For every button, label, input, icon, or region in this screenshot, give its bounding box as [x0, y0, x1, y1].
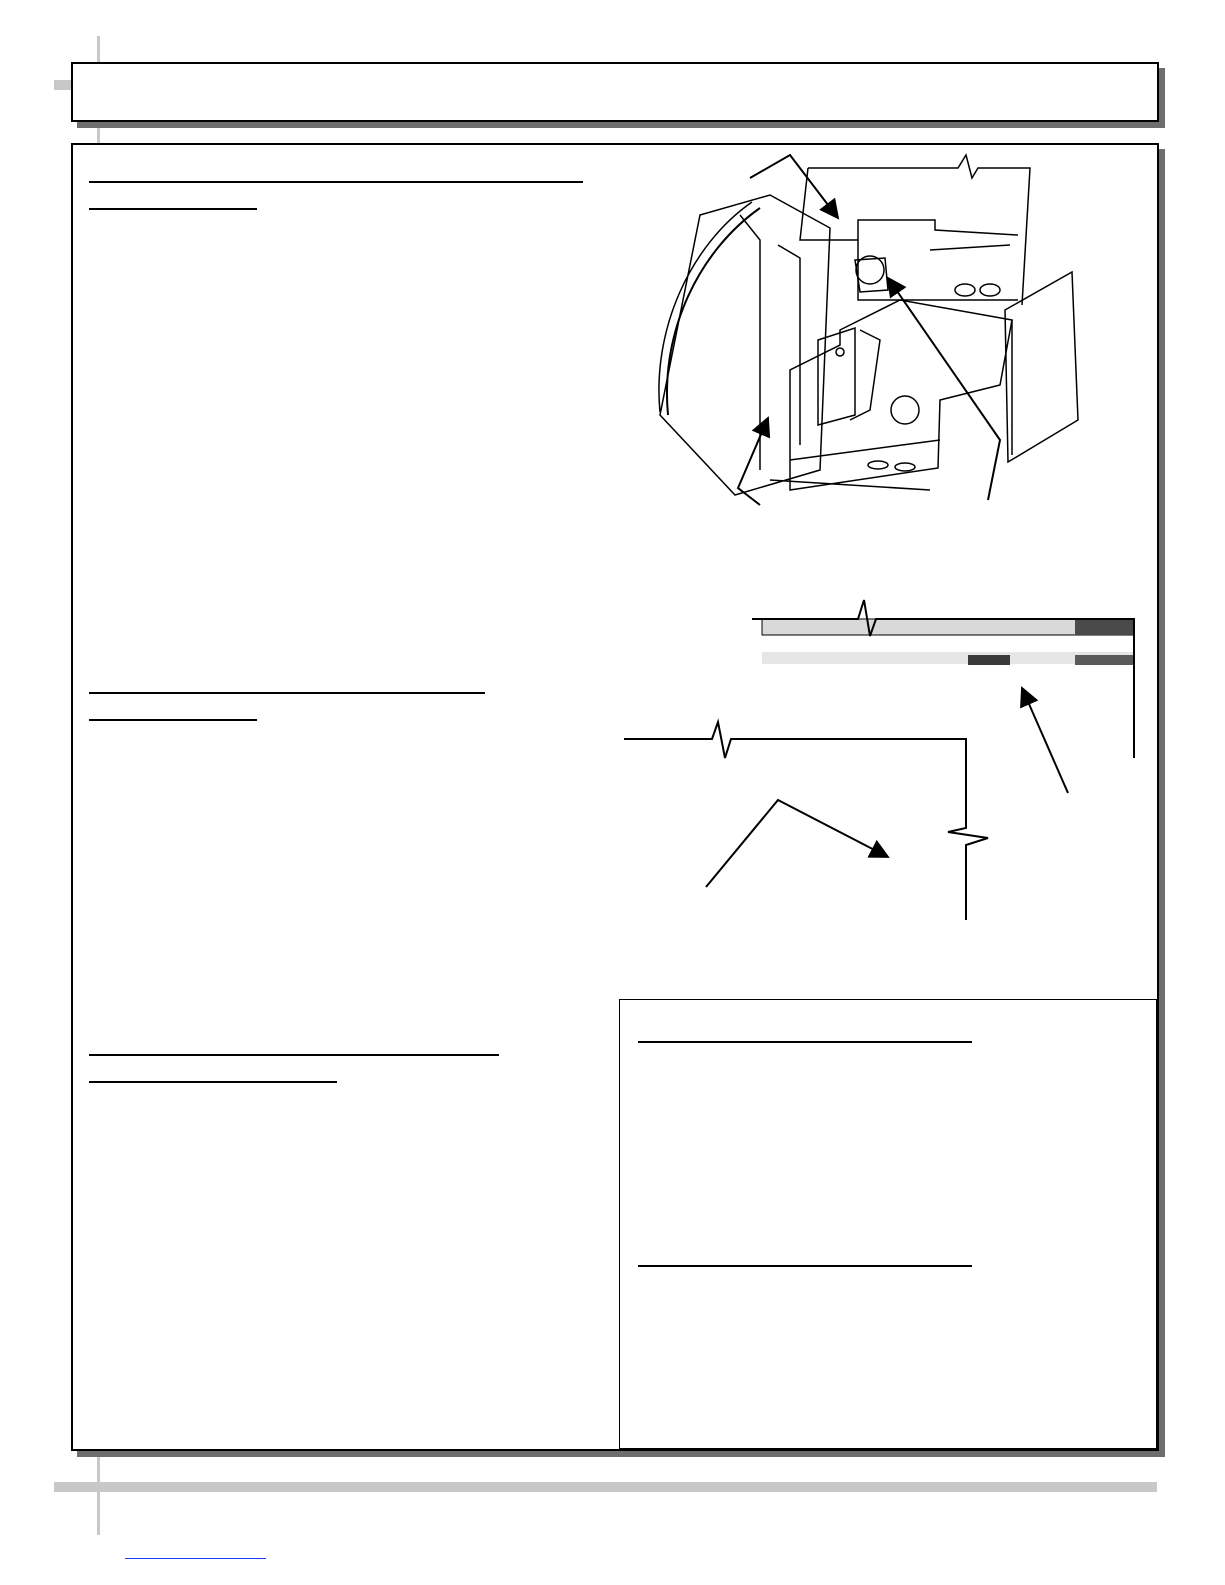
- footer-link[interactable]: [125, 1558, 266, 1559]
- leader-arrow-center: [706, 800, 888, 887]
- detail-panel-top: [752, 600, 1134, 758]
- leader-arrow-detail: [1022, 688, 1068, 793]
- figure-2-leaders: [706, 688, 1068, 887]
- detail-outline: [624, 722, 988, 920]
